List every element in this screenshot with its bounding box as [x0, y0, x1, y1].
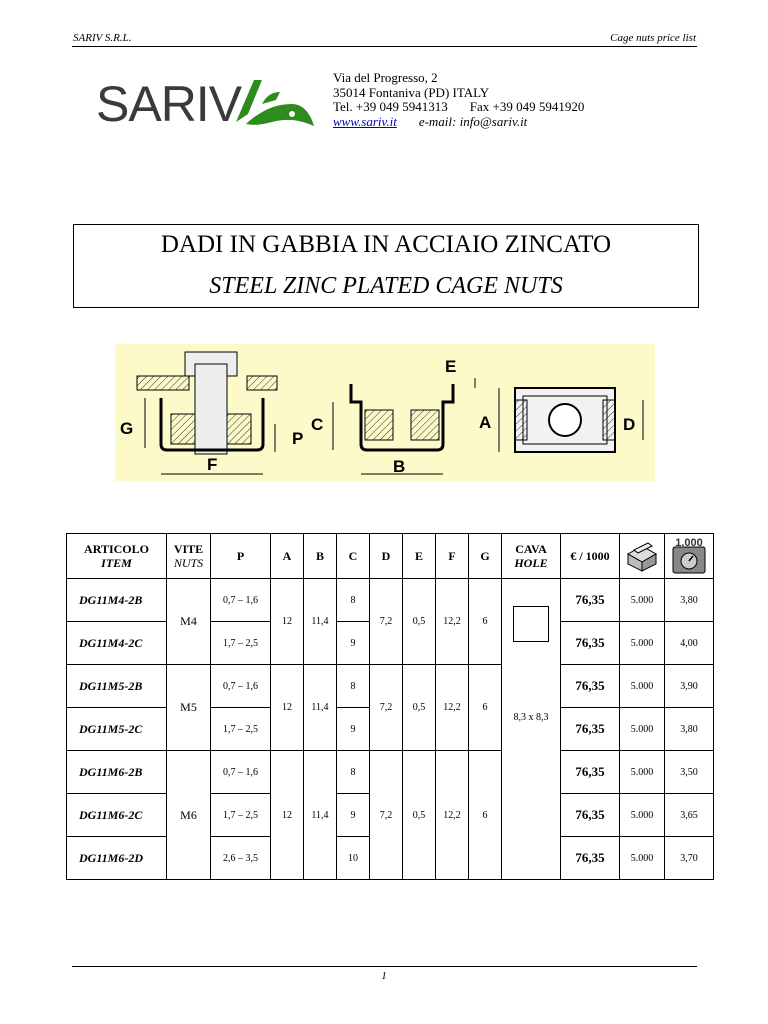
dim-c: 9: [337, 708, 370, 751]
header-company: SARIV S.R.L.: [73, 32, 132, 44]
p-range: 1,7 – 2,5: [211, 794, 271, 837]
label-F: F: [207, 455, 218, 474]
item-code: DG11M6-2B: [67, 751, 167, 794]
price-value: 76,35: [561, 837, 620, 880]
dim-e: 0,5: [403, 579, 436, 665]
p-range: 2,6 – 3,5: [211, 837, 271, 880]
p-range: 0,7 – 1,6: [211, 751, 271, 794]
footer-divider: [72, 966, 697, 967]
col-e: E: [403, 534, 436, 579]
dim-e: 0,5: [403, 665, 436, 751]
box-qty: 5.000: [620, 708, 665, 751]
col-b: B: [304, 534, 337, 579]
square-hole-icon: [513, 606, 549, 642]
table-header-row: [67, 534, 714, 579]
table-row: [67, 751, 714, 794]
table-row: [67, 665, 714, 708]
item-code: DG11M6-2C: [67, 794, 167, 837]
address-line-1: Via del Progresso, 2: [333, 70, 438, 85]
dim-d: 7,2: [370, 665, 403, 751]
box-qty: 5.000: [620, 837, 665, 880]
item-code: DG11M4-2B: [67, 579, 167, 622]
label-P: P: [292, 429, 304, 448]
col-vite: VITE NUTS: [167, 534, 211, 579]
dim-f: 12,2: [436, 665, 469, 751]
header-divider: [72, 46, 697, 47]
title-box: [73, 224, 699, 308]
dim-c: 9: [337, 622, 370, 665]
fax-number: Fax +39 049 5941920: [469, 99, 585, 114]
weight-value: 4,00: [665, 622, 714, 665]
weight-value: 3,90: [665, 665, 714, 708]
box-icon: [624, 538, 660, 572]
price-value: 76,35: [561, 665, 620, 708]
dim-c: 9: [337, 794, 370, 837]
col-articolo: ARTICOLO ITEM: [67, 534, 167, 579]
dim-c: 8: [337, 665, 370, 708]
dim-g: 6: [469, 665, 502, 751]
label-D: D: [623, 415, 636, 434]
table-row: [67, 579, 714, 622]
email-text: e-mail: info@sariv.it: [418, 113, 528, 129]
screw-size: M5: [167, 665, 211, 751]
col-d: D: [370, 534, 403, 579]
item-code: DG11M4-2C: [67, 622, 167, 665]
dim-f: 12,2: [436, 751, 469, 880]
col-box-qty: [620, 534, 665, 579]
website-link[interactable]: www.sariv.it: [333, 113, 397, 129]
label-C: C: [311, 415, 324, 434]
p-range: 0,7 – 1,6: [211, 665, 271, 708]
title-english: STEEL ZINC PLATED CAGE NUTS: [209, 273, 563, 299]
dim-c: 8: [337, 579, 370, 622]
price-value: 76,35: [561, 708, 620, 751]
item-code: DG11M5-2B: [67, 665, 167, 708]
price-value: 76,35: [561, 622, 620, 665]
title-italian: DADI IN GABBIA IN ACCIAIO ZINCATO: [160, 231, 612, 258]
label-G: G: [120, 419, 134, 438]
dim-a: 12: [271, 751, 304, 880]
screw-size: M6: [167, 751, 211, 880]
side-section-figure: [120, 352, 303, 474]
dim-f: 12,2: [436, 579, 469, 665]
box-qty: 5.000: [620, 751, 665, 794]
top-view-figure: [479, 388, 643, 452]
col-f: F: [436, 534, 469, 579]
scale-icon: [667, 535, 711, 575]
col-cava: CAVA HOLE: [502, 534, 561, 579]
dim-b: 11,4: [304, 665, 337, 751]
dim-e: 0,5: [403, 751, 436, 880]
cava-cell: [502, 579, 561, 880]
price-table: [66, 533, 714, 880]
cava-size: 8,3 x 8,3: [513, 711, 549, 723]
dim-b: 11,4: [304, 751, 337, 880]
price-value: 76,35: [561, 794, 620, 837]
address-line-2: 35014 Fontaniva (PD) ITALY: [333, 84, 490, 100]
item-code: DG11M6-2D: [67, 837, 167, 880]
dim-g: 6: [469, 579, 502, 665]
weight-value: 3,80: [665, 579, 714, 622]
contact-block: [333, 71, 584, 129]
price-value: 76,35: [561, 751, 620, 794]
p-range: 1,7 – 2,5: [211, 708, 271, 751]
weight-value: 3,65: [665, 794, 714, 837]
box-qty: 5.000: [620, 622, 665, 665]
dim-a: 12: [271, 665, 304, 751]
p-range: 1,7 – 2,5: [211, 622, 271, 665]
logo-text: SARIV: [96, 76, 242, 130]
col-c: C: [337, 534, 370, 579]
col-a: A: [271, 534, 304, 579]
cage-nut-diagram: [115, 344, 655, 481]
page-number: 1: [381, 970, 387, 982]
screw-size: M4: [167, 579, 211, 665]
weight-label: 1.000: [675, 536, 703, 549]
item-code: DG11M5-2C: [67, 708, 167, 751]
box-qty: 5.000: [620, 579, 665, 622]
phone-number: Tel. +39 049 5941313: [333, 99, 448, 114]
dim-d: 7,2: [370, 579, 403, 665]
header-doc-title: Cage nuts price list: [610, 32, 696, 44]
box-qty: 5.000: [620, 794, 665, 837]
price-value: 76,35: [561, 579, 620, 622]
p-range: 0,7 – 1,6: [211, 579, 271, 622]
dim-a: 12: [271, 579, 304, 665]
dim-d: 7,2: [370, 751, 403, 880]
sariv-logo: [96, 74, 316, 130]
label-A: A: [479, 413, 492, 432]
col-g: G: [469, 534, 502, 579]
col-p: P: [211, 534, 271, 579]
label-E: E: [445, 357, 457, 376]
col-price: € / 1000: [561, 534, 620, 579]
dim-c: 10: [337, 837, 370, 880]
col-weight: [665, 534, 714, 579]
box-qty: 5.000: [620, 665, 665, 708]
label-B: B: [393, 457, 406, 476]
logo-leaf: [246, 104, 314, 126]
dim-c: 8: [337, 751, 370, 794]
dim-b: 11,4: [304, 579, 337, 665]
dim-g: 6: [469, 751, 502, 880]
weight-value: 3,50: [665, 751, 714, 794]
front-view-figure: [311, 357, 475, 476]
weight-value: 3,80: [665, 708, 714, 751]
weight-value: 3,70: [665, 837, 714, 880]
